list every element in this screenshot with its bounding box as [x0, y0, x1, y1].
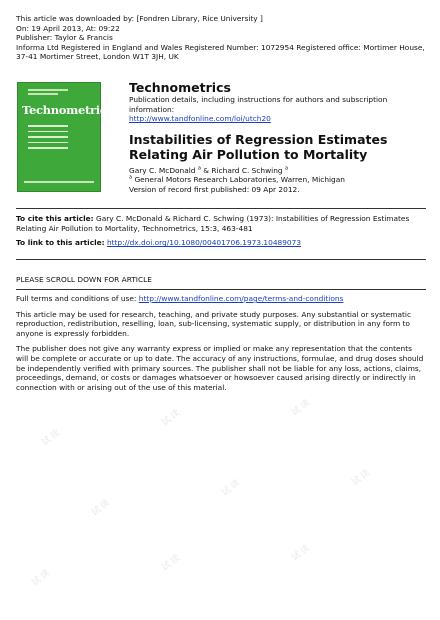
version-of-record: Version of record first published: 09 Apr 2012. [129, 184, 300, 194]
watermark: 试读 [30, 566, 54, 589]
link-to-article [16, 238, 426, 248]
watermark: 试读 [220, 476, 244, 499]
publisher: Publisher: Taylor & Francis [16, 33, 113, 43]
cite-label: To cite this article: [16, 214, 94, 223]
cover-decoration [24, 181, 94, 183]
watermark: 试读 [40, 426, 64, 449]
link-label: To link to this article: [16, 238, 105, 248]
doi-link[interactable]: http://dx.doi.org/10.1080/00401706.1973.10489073 [106, 238, 302, 248]
watermark: 试读 [350, 466, 374, 489]
divider [16, 208, 426, 209]
cover-decoration [28, 93, 58, 95]
usage-terms: This article may be used for research, teaching, and private study purposes. Any substantial or systematic reproduction, redistribution, reselling, loan, sub-licensing, systematic supply, or distribution in any form to anyone is expressly forbidden. [16, 309, 412, 338]
affiliation-marker: a [284, 165, 289, 172]
download-date: On: 19 April 2013, At: 09:22 [16, 23, 120, 33]
affiliation-marker: a [129, 174, 133, 181]
downloaded-by: This article was downloaded by: [Fondren Library, Rice University ] [16, 14, 263, 23]
divider [16, 289, 426, 290]
cover-decoration [28, 89, 68, 91]
journal-link[interactable]: http://www.tandfonline.com/loi/utch20 [129, 114, 271, 124]
article-title: Instabilities of Regression Estimates Relating Air Pollution to Mortality [129, 131, 388, 162]
cover-title: Technometrics [22, 103, 113, 117]
author-separator: & [200, 165, 212, 175]
download-info [16, 14, 426, 62]
terms-block [16, 294, 426, 398]
citation-block [16, 214, 426, 248]
publication-details: Publication details, including instructions for authors and subscription information: [129, 95, 388, 114]
affiliation-text: General Motors Research Laboratories, Warren, Michigan [134, 175, 345, 185]
watermark: 试读 [290, 396, 314, 419]
watermark: 试读 [160, 406, 184, 429]
full-terms-label: Full terms and conditions of use: [16, 294, 139, 303]
affiliation-marker: a [197, 165, 201, 172]
journal-cover-image [17, 82, 113, 192]
full-terms [16, 294, 426, 304]
affiliation [129, 175, 429, 185]
watermark: 试读 [290, 541, 314, 564]
cover-text-lines [28, 125, 68, 153]
scroll-notice: PLEASE SCROLL DOWN FOR ARTICLE [16, 275, 152, 284]
watermark: 试读 [160, 551, 184, 574]
journal-details [129, 80, 429, 195]
author-name: Richard C. Schwing [211, 165, 283, 175]
journal-title: Technometrics [129, 80, 231, 95]
disclaimer: The publisher does not give any warranty express or implied or make any representation that the contents will be complete or accurate or up to date. The accuracy of any instructions, formulae, and drug doses should be independently verified with primary sources. The publisher shall not be liable for any loss, actions, claims, proceedings, demand, or costs or damages whatsoever or howsoever caused arising directly or indirectly in connection with or arising out of the use of this material. [16, 344, 424, 392]
cite-this-article [16, 214, 426, 233]
author-name: Gary C. McDonald [129, 165, 196, 175]
article-authors [129, 166, 429, 176]
watermark: 试读 [90, 496, 114, 519]
divider [16, 259, 426, 260]
registration-info: Informa Ltd Registered in England and Wales Registered Number: 1072954 Registered office: Mortimer House, 37-41 Mortimer Street, London W1T 3JH, UK [16, 42, 425, 62]
terms-link[interactable]: http://www.tandfonline.com/page/terms-and-conditions [138, 294, 344, 303]
cite-text: Gary C. McDonald & Richard C. Schwing (1973): Instabilities of Regression Estimates Relating Air Pollution to Mortality, Technometrics, 15:3, 463-481 [16, 214, 410, 233]
